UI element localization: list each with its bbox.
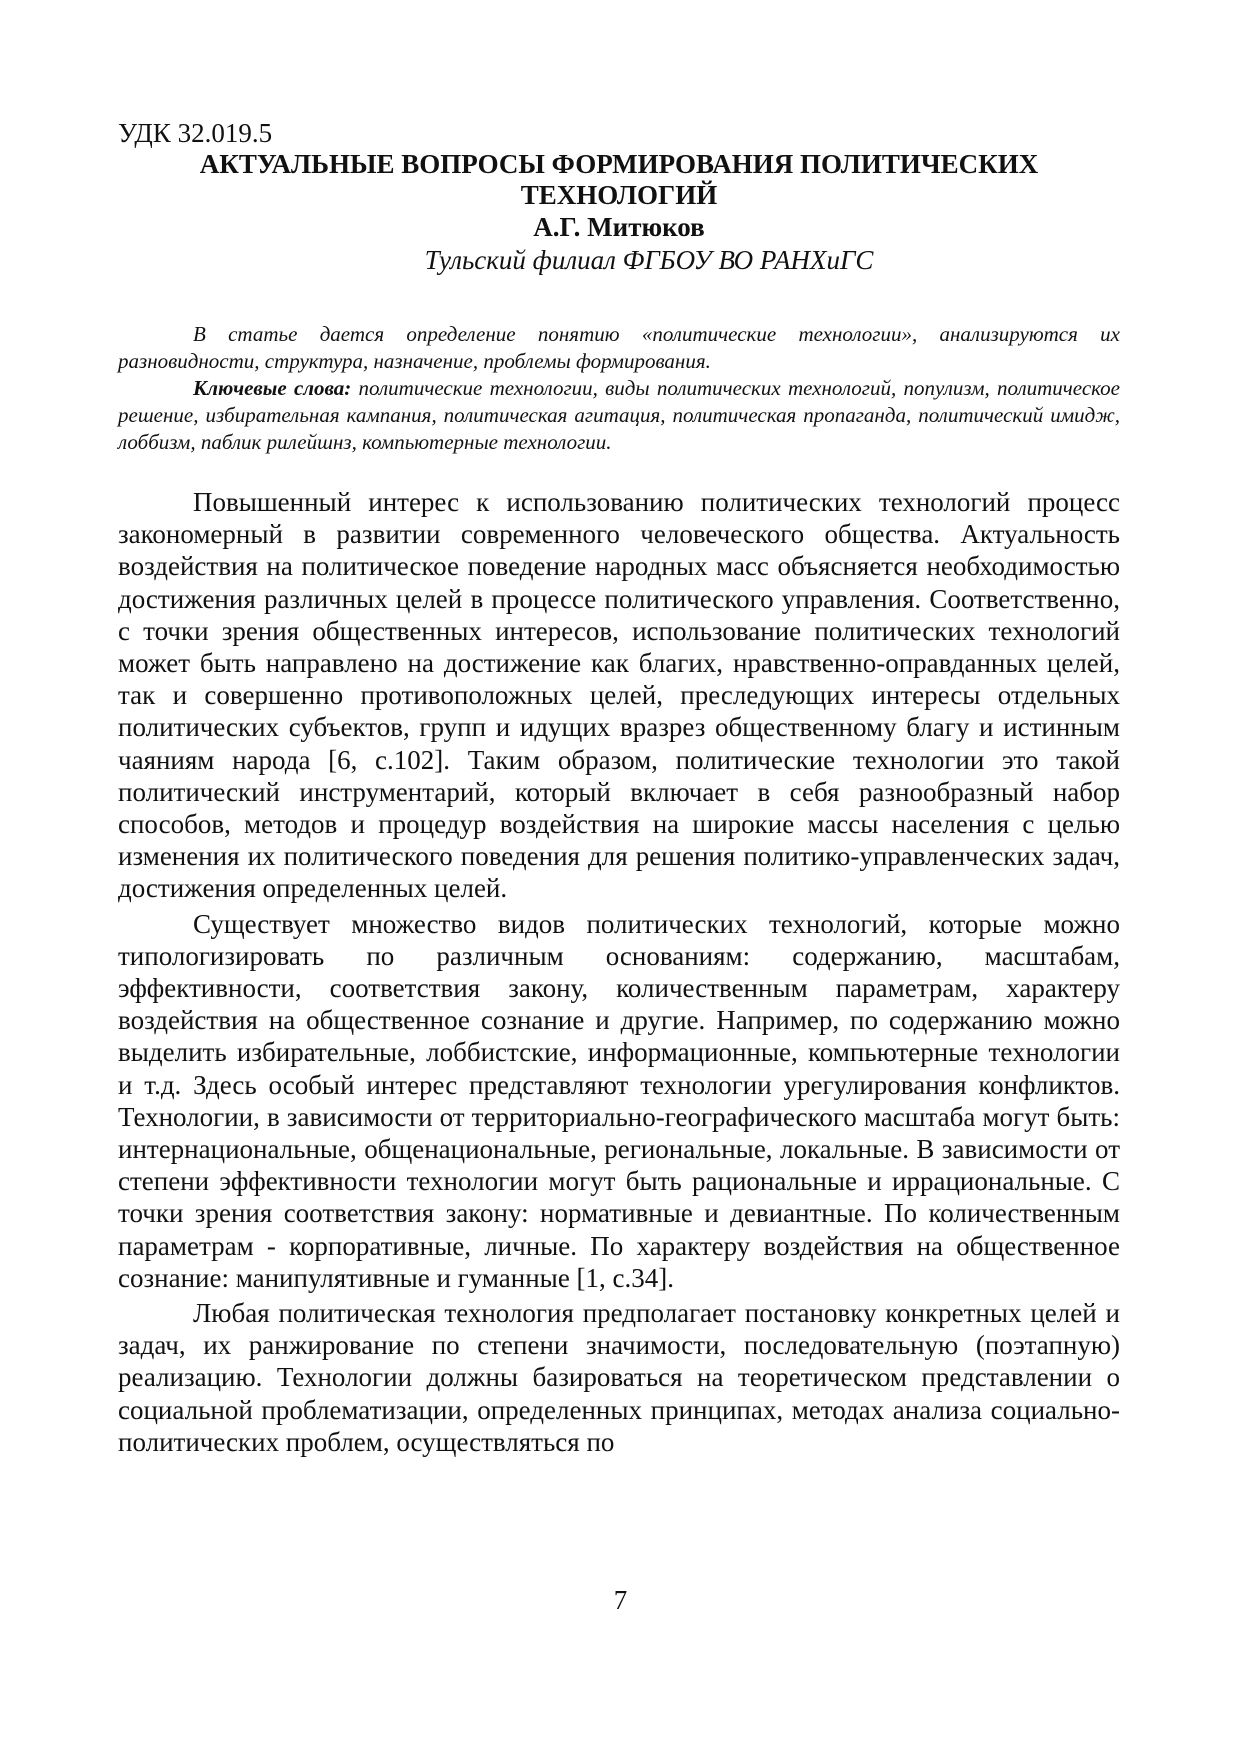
body-paragraph: Существует множество видов политических технологий, которые можно типологизировать по различным основаниям: содержанию, масштабам, эффективности, соответствия закону, количественным параметрам, характеру воздействия на общественное сознание и другие. Например, по содержанию можно выделить избирательные, лоббистские, информационные, компьютерные технологии и т.д. Здесь особый интерес представляют технологии урегулирования конфликтов. Технологии, в зависимости от территориально-географического масштаба могут быть: интернациональные, общенациональные, региональные, локальные. В зависимости от степени эффективности технологии могут быть рациональные и иррациональные. С точки зрения соответствия закону: нормативные и девиантные. По количественным параметрам - корпоративные, личные. По характеру воздействия на общественное сознание: манипулятивные и гуманные [1, с.34]. bbox=[118, 908, 1120, 1293]
article-page bbox=[118, 118, 1120, 1461]
article-title: АКТУАЛЬНЫЕ ВОПРОСЫ ФОРМИРОВАНИЯ ПОЛИТИЧЕСКИХ ТЕХНОЛОГИЙ bbox=[199, 149, 1039, 210]
keywords-line bbox=[118, 375, 1120, 456]
udk-code: УДК 32.019.5 bbox=[118, 118, 273, 148]
article-author: А.Г. Митюков bbox=[533, 212, 705, 242]
page-number: 7 bbox=[613, 1585, 628, 1615]
keywords-label: Ключевые слова: bbox=[193, 376, 352, 400]
article-body bbox=[118, 486, 1120, 1458]
body-paragraph: Любая политическая технология предполагает постановку конкретных целей и задач, их ранжирование по степени значимости, последовательную (поэтапную) реализацию. Технологии должны базироваться на теоретическом представлении о социальной проблематизации, определенных принципах, методах анализа социально-политических проблем, осуществляться по bbox=[118, 1298, 1120, 1457]
abstract-text: В статье дается определение понятию «политические технологии», анализируются их разновидности, структура, назначение, проблемы формирования. bbox=[118, 322, 1120, 373]
body-paragraph: Повышенный интерес к использованию политических технологий процесс закономерный в развитии современного человеческого общества. Актуальность воздействия на политическое поведение народных масс объясняется необходимостью достижения различных целей в процессе политического управления. Соответственно, с точки зрения общественных интересов, использование политических технологий может быть направлено на достижение как благих, нравственно-оправданных целей, так и совершенно противоположных целей, преследующих интересы отдельных политических субъектов, групп и идущих вразрез общественному благу и истинным чаяниям народа [6, с.102]. Таким образом, политические технологии это такой политический инструментарий, который включает в себя разнообразный набор способов, методов и процедур воздействия на широкие массы населения с целью изменения их политического поведения для решения политико-управленческих задач, достижения определенных целей. bbox=[118, 487, 1120, 904]
author-affiliation: Тульский филиал ФГБОУ ВО РАНХиГС bbox=[424, 245, 874, 275]
keywords-list: политические технологии, виды политических технологий, популизм, политическое решение, избирательная кампания, политическая агитация, политическая пропаганда, политический имидж, лоббизм, паблик рилейшнз, компьютерные технологии. bbox=[118, 376, 1120, 454]
abstract-block bbox=[118, 321, 1120, 456]
